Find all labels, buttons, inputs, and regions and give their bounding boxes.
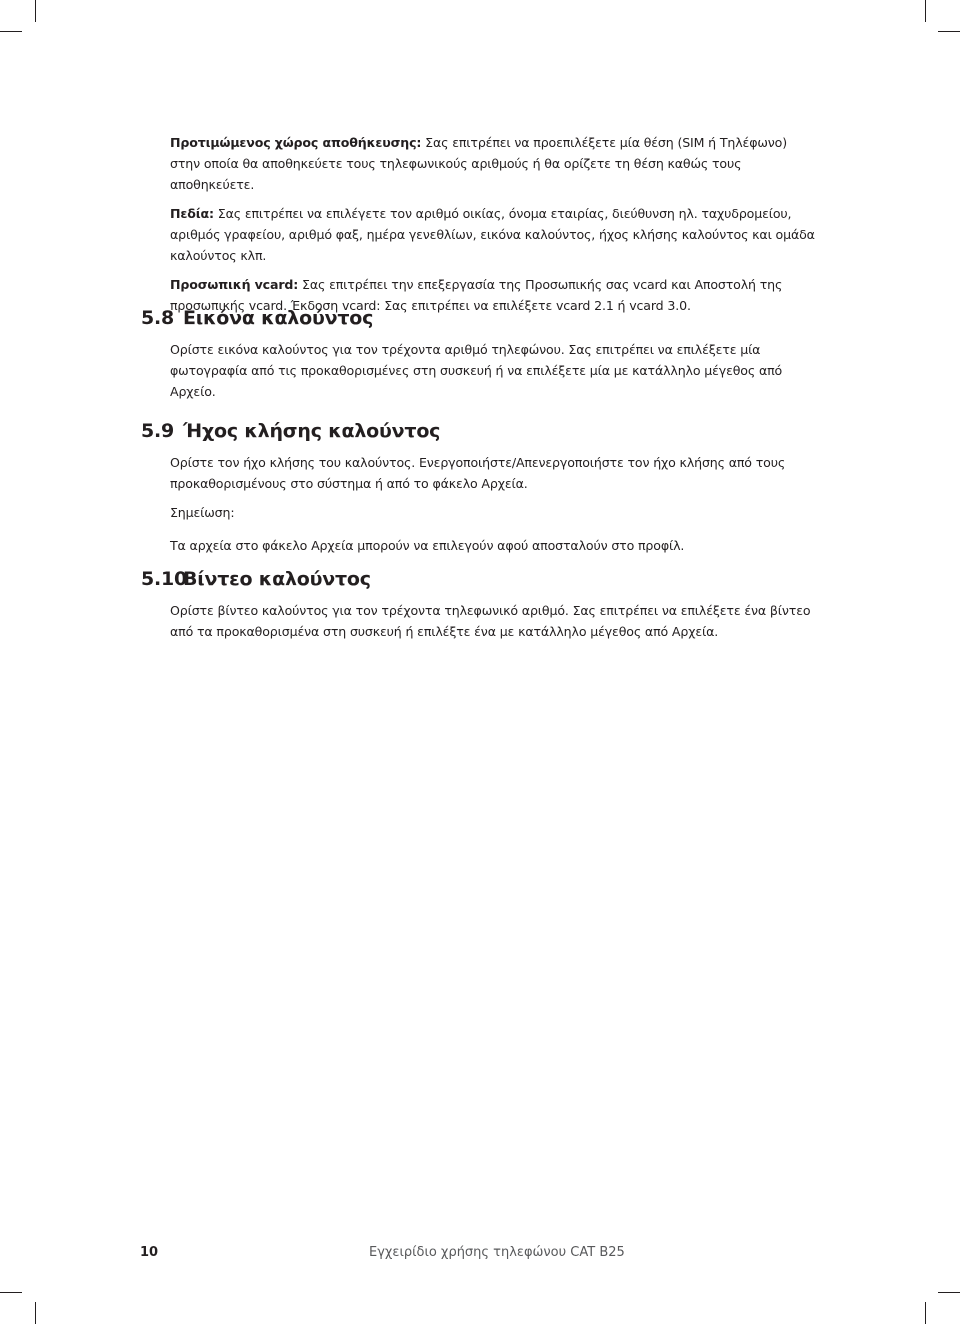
- section-paragraph: Ορίστε εικόνα καλούντος για τον τρέχοντα αριθμό τηλεφώνου. Σας επιτρέπει να επιλέξετε μία φωτογραφία από τις προκαθορισμένες στη συσκευή ή να επιλέξετε μία με κατάλληλο μέγεθος από Αρχείο.: [170, 342, 783, 399]
- vcard-text: Σας επιτρέπει την επεξεργασία της Προσωπικής σας vcard και Αποστολή της προσωπικής vcard. Έκδοση vcard: Σας επιτρέπει να επιλέξετε vcard 2.1 ή vcard 3.0.: [170, 277, 783, 313]
- section-number: 5.10: [141, 568, 188, 590]
- note-text: Τα αρχεία στο φάκελο Αρχεία μπορούν να επιλεγούν αφού αποσταλούν στο προφίλ.: [170, 538, 685, 553]
- section-paragraph: Ορίστε τον ήχο κλήσης του καλούντος. Ενεργοποιήστε/Απενεργοποιήστε τον ήχο κλήσης από τους προκαθορισμένους στο σύστημα ή από το φάκελο Αρχεία.: [170, 455, 786, 491]
- intro-block: [170, 132, 820, 316]
- crop-mark: [35, 1302, 36, 1324]
- section-caller-video: [141, 566, 821, 642]
- crop-mark: [0, 31, 22, 32]
- fields-label: Πεδία:: [170, 206, 214, 221]
- section-title: Εικόνα καλούντος: [183, 307, 374, 329]
- section-number: 5.8: [141, 307, 175, 329]
- crop-mark: [938, 31, 960, 32]
- section-heading: [141, 305, 821, 331]
- fields-text: Σας επιτρέπει να επιλέγετε τον αριθμό οικίας, όνομα εταιρίας, διεύθυνση ηλ. ταχυδρομείου, αριθμός γραφείου, αριθμό φαξ, ημέρα γενεθλίων, εικόνα καλούντος, ήχος κλήσης καλούντος και ομάδα καλούντος κλπ.: [170, 206, 815, 263]
- crop-mark: [925, 0, 926, 22]
- storage-paragraph: [170, 132, 820, 195]
- storage-label: Προτιμώμενος χώρος αποθήκευσης:: [170, 135, 422, 150]
- section-heading: [141, 566, 821, 592]
- section-caller-ringtone: [141, 418, 821, 556]
- manual-title: Εγχειρίδιο χρήσης τηλεφώνου CAT B25: [369, 1245, 625, 1260]
- section-paragraph: Ορίστε βίντεο καλούντος για τον τρέχοντα τηλεφωνικό αριθμό. Σας επιτρέπει να επιλέξετε ένα βίντεο από τα προκαθορισμένα στη συσκευή ή επιλέξτε ένα με κατάλληλο μέγεθος από Αρχεία.: [170, 603, 811, 639]
- crop-mark: [938, 1292, 960, 1293]
- section-caller-picture: [141, 305, 821, 402]
- crop-mark: [925, 1302, 926, 1324]
- storage-text: Σας επιτρέπει να προεπιλέξετε μία θέση (SIM ή Τηλέφωνο) στην οποία θα αποθηκεύετε τους τηλεφωνικούς αριθμούς ή θα ορίζετε τη θέση καθώς τους αποθηκεύετε.: [170, 135, 787, 192]
- note-label: Σημείωση:: [170, 505, 235, 520]
- fields-paragraph: [170, 203, 820, 266]
- section-title: Βίντεο καλούντος: [183, 568, 371, 590]
- crop-mark: [0, 1292, 22, 1293]
- crop-mark: [35, 0, 36, 22]
- section-title: Ήχος κλήσης καλούντος: [183, 420, 441, 442]
- section-heading: [141, 418, 821, 444]
- section-number: 5.9: [141, 420, 175, 442]
- page-number: 10: [140, 1245, 159, 1260]
- vcard-label: Προσωπική vcard:: [170, 277, 299, 292]
